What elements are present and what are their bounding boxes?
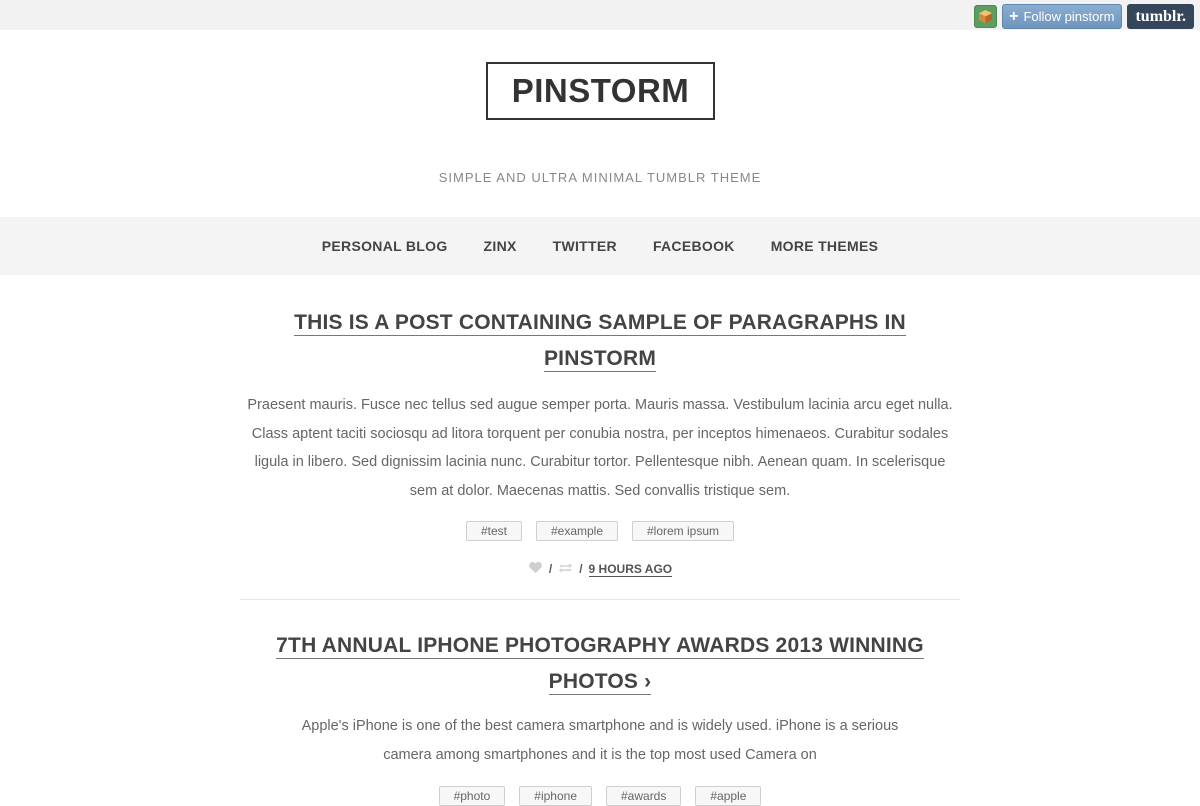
tumblr-controls-bar [0,0,1200,30]
post-title-line[interactable]: THIS IS A POST CONTAINING SAMPLE OF PARAGRAPHS IN [294,311,906,334]
post-tags [240,521,960,541]
site-description: SIMPLE AND ULTRA MINIMAL TUMBLR THEME [438,170,762,185]
post-divider [240,599,960,600]
reblog-icon[interactable] [558,562,573,577]
post-title[interactable] [240,305,960,377]
meta-separator: / [548,562,553,576]
post-body-line: Apple's iPhone is one of the best camera smartphone and is widely used. iPhone is a serious [301,718,899,734]
plus-icon: + [1009,7,1019,25]
tag-example[interactable]: #example [536,521,618,541]
nav-item-more-themes[interactable]: MORE THEMES [770,238,879,254]
cube-icon[interactable] [974,5,997,28]
post-title-line[interactable]: PHOTOS › [548,670,652,693]
tag-test[interactable]: #test [466,521,522,541]
tag-lorem-ipsum[interactable]: #lorem ipsum [632,521,734,541]
post-title-line[interactable]: 7TH ANNUAL IPHONE PHOTOGRAPHY AWARDS 2013 WINNING [276,634,924,657]
meta-separator: / [579,562,583,576]
site-title: PINSTORM [511,72,690,109]
post-item [240,305,960,577]
tumblr-controls [974,4,1194,29]
tumblr-logo-button[interactable]: tumblr. [1127,4,1194,29]
tag-apple[interactable]: #apple [695,786,761,806]
nav-item-twitter[interactable]: TWITTER [552,238,617,254]
nav-item-facebook[interactable]: FACEBOOK [652,238,735,254]
main-nav [0,217,1200,275]
post-tags [240,786,960,806]
post-body [240,712,960,769]
post-body: Praesent mauris. Fusce nec tellus sed augue semper porta. Mauris massa. Vestibulum lacinia arcu eget nulla. Class aptent taciti sociosqu ad litora torquent per conubia nostra, per inceptos himenaeos. Curabitur sodales ligula in libero. Sed dignissim lacinia nunc. Curabitur tortor. Pellentesque nibh. Aenean quam. In scelerisque sem at dolor. Maecenas mattis. Sed convallis tristique sem. [247,397,953,499]
tag-photo[interactable]: #photo [439,786,506,806]
post-title-line[interactable]: PINSTORM [543,347,657,370]
post-title[interactable] [240,628,960,700]
nav-item-personal-blog[interactable]: PERSONAL BLOG [321,238,448,254]
post-meta [240,561,960,577]
post-item [240,628,960,806]
follow-button[interactable] [1002,4,1122,29]
post-body-line: camera among smartphones and it is the top most used Camera on [383,746,817,763]
tag-iphone[interactable]: #iphone [519,786,592,806]
post-time-link[interactable]: 9 HOURS AGO [588,561,673,576]
follow-label: Follow pinstorm [1023,9,1115,24]
site-title-box[interactable] [486,62,715,120]
tag-awards[interactable]: #awards [606,786,681,806]
nav-item-zinx[interactable]: ZINX [483,238,517,254]
heart-icon[interactable] [528,561,543,577]
